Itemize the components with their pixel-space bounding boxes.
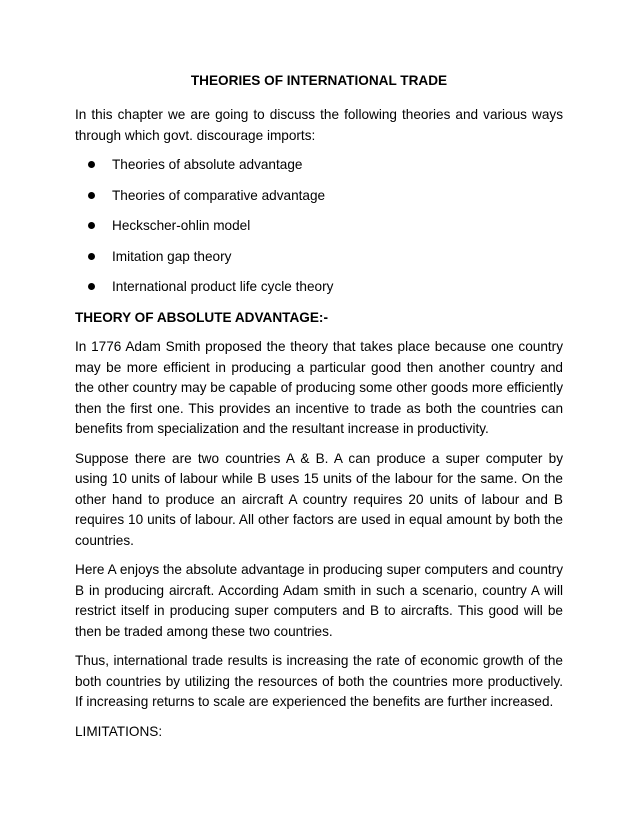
limitations-heading: LIMITATIONS: [75, 723, 163, 739]
list-item [75, 277, 563, 298]
bullet-icon [88, 192, 95, 199]
body-paragraph: In 1776 Adam Smith proposed the theory that takes place because one country may be more efficient in producing a particular good then another country and the other country may be capable of producing some other goods more efficiently then the first one. This provides an incentive to trade as both the countries can benefits from specialization and the resultant increase in productivity. [75, 339, 563, 436]
list-item [75, 247, 563, 268]
document-title: THEORIES OF INTERNATIONAL TRADE [190, 73, 448, 88]
body-paragraph: Thus, international trade results is increasing the rate of economic growth of the both countries by utilizing the resources of both the countries more productively. If increasing returns to scale are experienced the benefits are further increased. [75, 653, 563, 709]
list-item [75, 216, 563, 237]
intro-paragraph: In this chapter we are going to discuss the following theories and various ways through which govt. discourage imports: [75, 107, 563, 143]
list-item-text: International product life cycle theory [112, 279, 334, 294]
section-heading: THEORY OF ABSOLUTE ADVANTAGE:- [75, 309, 328, 325]
list-item-text: Imitation gap theory [112, 248, 232, 264]
list-item [75, 155, 563, 176]
body-paragraph: Suppose there are two countries A & B. A can produce a super computer by using 10 units of labour while B uses 15 units of the labour for the same. On the other hand to produce an aircraft A country requires 20 units of labour and B requires 10 units of labour. All other factors are used in equal amount by both the countries. [75, 450, 563, 548]
bullet-icon [88, 283, 95, 290]
document-page [75, 72, 563, 742]
list-item-text: Theories of comparative advantage [112, 187, 326, 203]
list-item [75, 186, 563, 207]
bullet-icon [88, 222, 95, 229]
list-item-text: Heckscher-ohlin model [112, 218, 251, 233]
bullet-icon [88, 161, 95, 168]
theories-list [75, 155, 563, 298]
body-paragraph: Here A enjoys the absolute advantage in producing super computers and country B in producing aircraft. According Adam smith in such a scenario, country A will restrict itself in producing super computers and B to aircrafts. This good will be then be traded among these two countries. [75, 562, 563, 639]
bullet-icon [88, 253, 95, 260]
list-item-text: Theories of absolute advantage [112, 157, 303, 172]
